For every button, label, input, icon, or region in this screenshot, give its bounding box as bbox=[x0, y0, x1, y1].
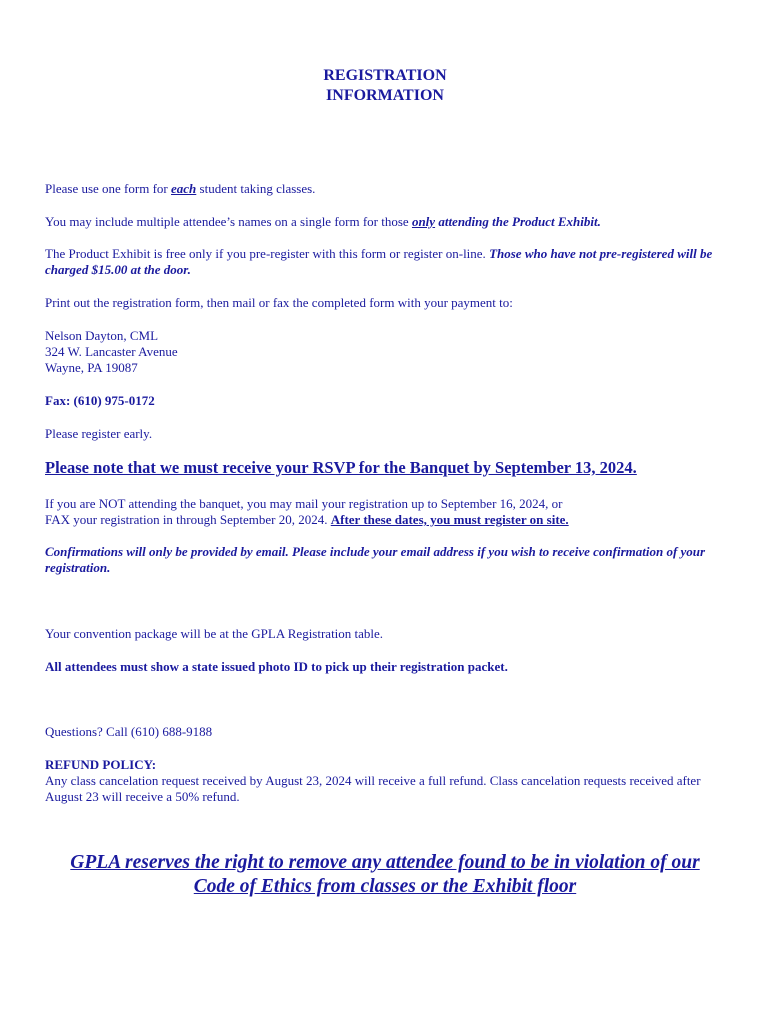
confirmations-text: Confirmations will only be provided by email. Please include your email address if you wish to receive confirmation of your registration. bbox=[45, 544, 706, 575]
mail-or-fax-instructions bbox=[45, 295, 735, 311]
address-line-1: Nelson Dayton, CML bbox=[45, 328, 159, 343]
p2-emphasis-only: only bbox=[411, 214, 436, 229]
p3-door-charge-notice: Those who have not pre-registered will be charged $15.00 at the door. bbox=[45, 246, 713, 277]
p1-emphasis-each: each bbox=[171, 181, 197, 196]
banquet-deadlines-paragraph bbox=[45, 496, 735, 528]
footer-line-2: Code of Ethics from classes or the Exhibit floor bbox=[193, 876, 577, 897]
mailing-address bbox=[45, 328, 735, 376]
footer-line-1: GPLA reserves the right to remove any attendee found to be in violation of our bbox=[70, 852, 700, 873]
title-line-2: INFORMATION bbox=[326, 87, 444, 104]
refund-policy-section bbox=[45, 757, 735, 805]
p3-text-plain: The Product Exhibit is free only if you pre-register with this form or register on-line. bbox=[45, 246, 490, 261]
refund-text: Any class cancelation request received by August 23, 2024 will receive a full refund. Class cancelation requests received after August 23 will receive a 50% refund. bbox=[45, 773, 701, 804]
product-exhibit-paragraph bbox=[45, 246, 735, 278]
questions-text: Questions? Call (610) 688-9188 bbox=[45, 724, 213, 739]
register-early-paragraph bbox=[45, 426, 735, 442]
address-line-2: 324 W. Lancaster Avenue bbox=[45, 344, 178, 359]
photo-id-text: All attendees must show a state issued photo ID to pick up their registration packet. bbox=[45, 659, 508, 674]
convention-package-paragraph bbox=[45, 626, 735, 642]
register-on-site-notice: After these dates, you must register on site. bbox=[330, 512, 569, 527]
banquet-line-2-plain: FAX your registration in through September 20, 2024. bbox=[45, 512, 331, 527]
package-text: Your convention package will be at the GPLA Registration table. bbox=[45, 626, 384, 641]
fax-number bbox=[45, 393, 735, 409]
confirmations-paragraph bbox=[45, 544, 735, 576]
multiple-attendees-paragraph bbox=[45, 214, 735, 230]
one-form-per-student-paragraph bbox=[45, 181, 735, 197]
address-line-3: Wayne, PA 19087 bbox=[45, 360, 138, 375]
p1-text-after: student taking classes. bbox=[196, 181, 316, 196]
title-line-1: REGISTRATION bbox=[323, 67, 447, 84]
page-title bbox=[0, 66, 770, 106]
p2-text-before: You may include multiple attendee’s names on a single form for those bbox=[45, 214, 412, 229]
p4-text: Print out the registration form, then mail or fax the completed form with your payment to: bbox=[45, 295, 513, 310]
p2-text-after: attending the Product Exhibit. bbox=[435, 214, 601, 229]
photo-id-paragraph bbox=[45, 659, 735, 675]
p1-text-before: Please use one form for bbox=[45, 181, 171, 196]
questions-paragraph bbox=[45, 724, 735, 740]
rsvp-text: Please note that we must receive your RSVP for the Banquet by September 13, 2024. bbox=[45, 458, 637, 477]
register-early-text: Please register early. bbox=[45, 426, 153, 441]
code-of-ethics-notice bbox=[0, 851, 770, 899]
refund-heading: REFUND POLICY: bbox=[45, 757, 157, 772]
banquet-line-1: If you are NOT attending the banquet, you may mail your registration up to September 16, 2024, or bbox=[45, 496, 563, 511]
fax-text: Fax: (610) 975-0172 bbox=[45, 393, 155, 408]
rsvp-banquet-notice bbox=[45, 458, 735, 478]
